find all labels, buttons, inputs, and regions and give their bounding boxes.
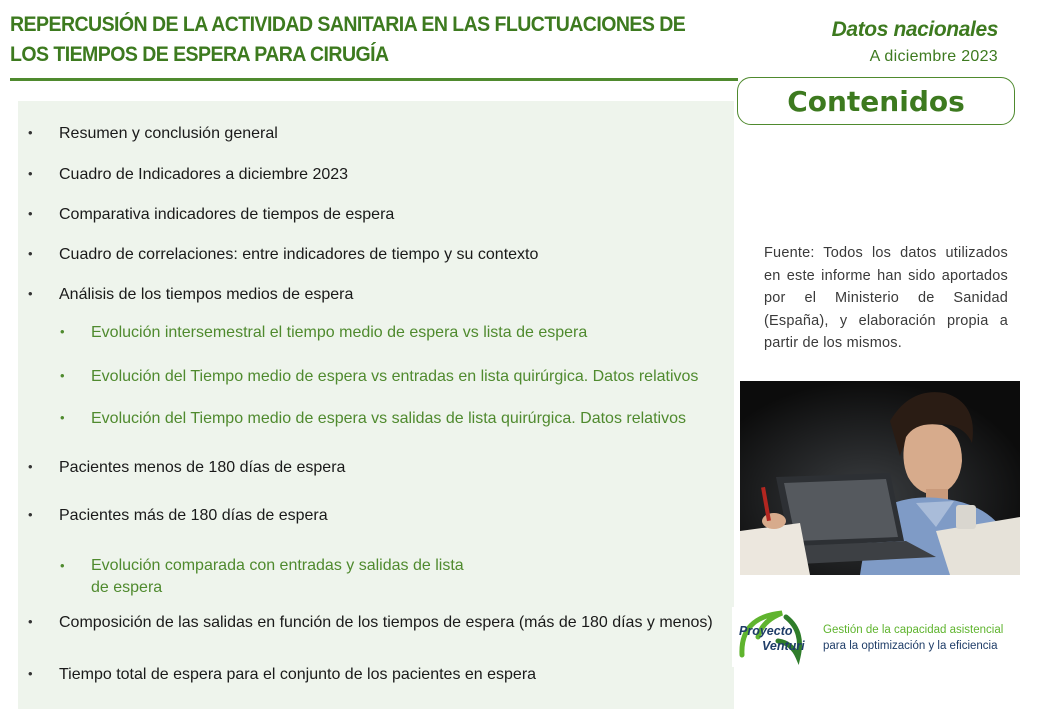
contents-subitem [60,410,686,428]
bullet-icon: • [28,166,33,181]
bullet-icon: • [28,507,33,522]
contents-heading: Contenidos [787,84,965,118]
contents-item-label: Cuadro de Indicadores a diciembre 2023 [59,166,349,183]
bullet-icon: • [28,206,33,221]
contents-item-label: Análisis de los tiempos medios de espera [59,286,354,303]
contents-item-label: Composición de las salidas en función de los tiempos de espera (más de 180 días y menos) [59,614,713,631]
report-title-line2: LOS TIEMPOS DE ESPERA PARA CIRUGÍA [10,43,389,66]
bullet-icon: • [60,368,65,383]
contents-subitem-label: Evolución del Tiempo medio de espera vs entradas en lista quirúrgica. Datos relativos [91,368,699,385]
contents-item [28,246,538,264]
contents-item [28,206,394,224]
contents-item-label: Tiempo total de espera para el conjunto de los pacientes en espera [59,666,537,683]
contents-heading-box [737,77,1015,125]
bullet-icon: • [28,614,33,629]
bullet-icon: • [60,558,65,573]
contents-subitem-label: Evolución del Tiempo medio de espera vs salidas de lista quirúrgica. Datos relativos [91,410,686,427]
bullet-icon: • [60,410,65,425]
bullet-icon: • [28,125,33,140]
nurse-laptop-photo [740,381,1020,575]
bullet-icon: • [28,666,33,681]
logo-word-proyecto: Proyecto [739,624,793,638]
bullet-icon: • [28,286,33,301]
logo-word-venturi: Venturi [762,639,805,653]
contents-subitem-label-line1: Evolución comparada con entradas y salidas de lista [91,557,464,574]
title-underline [10,78,738,81]
logo-tagline-2: para la optimización y la eficiencia [823,640,998,652]
contents-subitem [60,368,698,386]
contents-item [28,507,328,525]
bullet-icon: • [28,459,33,474]
bullet-icon: • [60,324,65,339]
scope-label: Datos nacionales [831,18,998,41]
contents-item [28,166,348,184]
bullet-icon: • [28,246,33,261]
contents-item-label: Resumen y conclusión general [59,125,278,142]
proyecto-venturi-logo [732,607,1032,667]
source-note: Fuente: Todos los datos utilizados en este informe han sido aportados por el Ministerio de Sanidad (España), y elaboración propia a partir de los mismos. [764,245,1008,351]
contents-item-label: Cuadro de correlaciones: entre indicadores de tiempo y su contexto [59,246,539,263]
contents-subitem [60,324,587,342]
logo-tagline-1: Gestión de la capacidad asistencial [823,624,1004,636]
contents-item [28,125,278,143]
report-date: A diciembre 2023 [869,48,998,65]
contents-item [28,459,345,477]
contents-item [28,666,536,684]
report-title [10,10,686,70]
contents-item-label: Pacientes menos de 180 días de espera [59,459,346,476]
contents-subitem-label: Evolución intersemestral el tiempo medio de espera vs lista de espera [91,324,588,341]
contents-item-label: Comparativa indicadores de tiempos de espera [59,206,395,223]
contents-item-label: Pacientes más de 180 días de espera [59,507,328,524]
contents-subitem-label-line2: de espera [91,579,163,596]
scope-block [832,18,998,66]
contents-subitem [60,555,464,599]
contents-item [28,286,353,304]
report-title-line1: REPERCUSIÓN DE LA ACTIVIDAD SANITARIA EN LAS FLUCTUACIONES DE [10,13,686,36]
contents-item [28,614,713,632]
